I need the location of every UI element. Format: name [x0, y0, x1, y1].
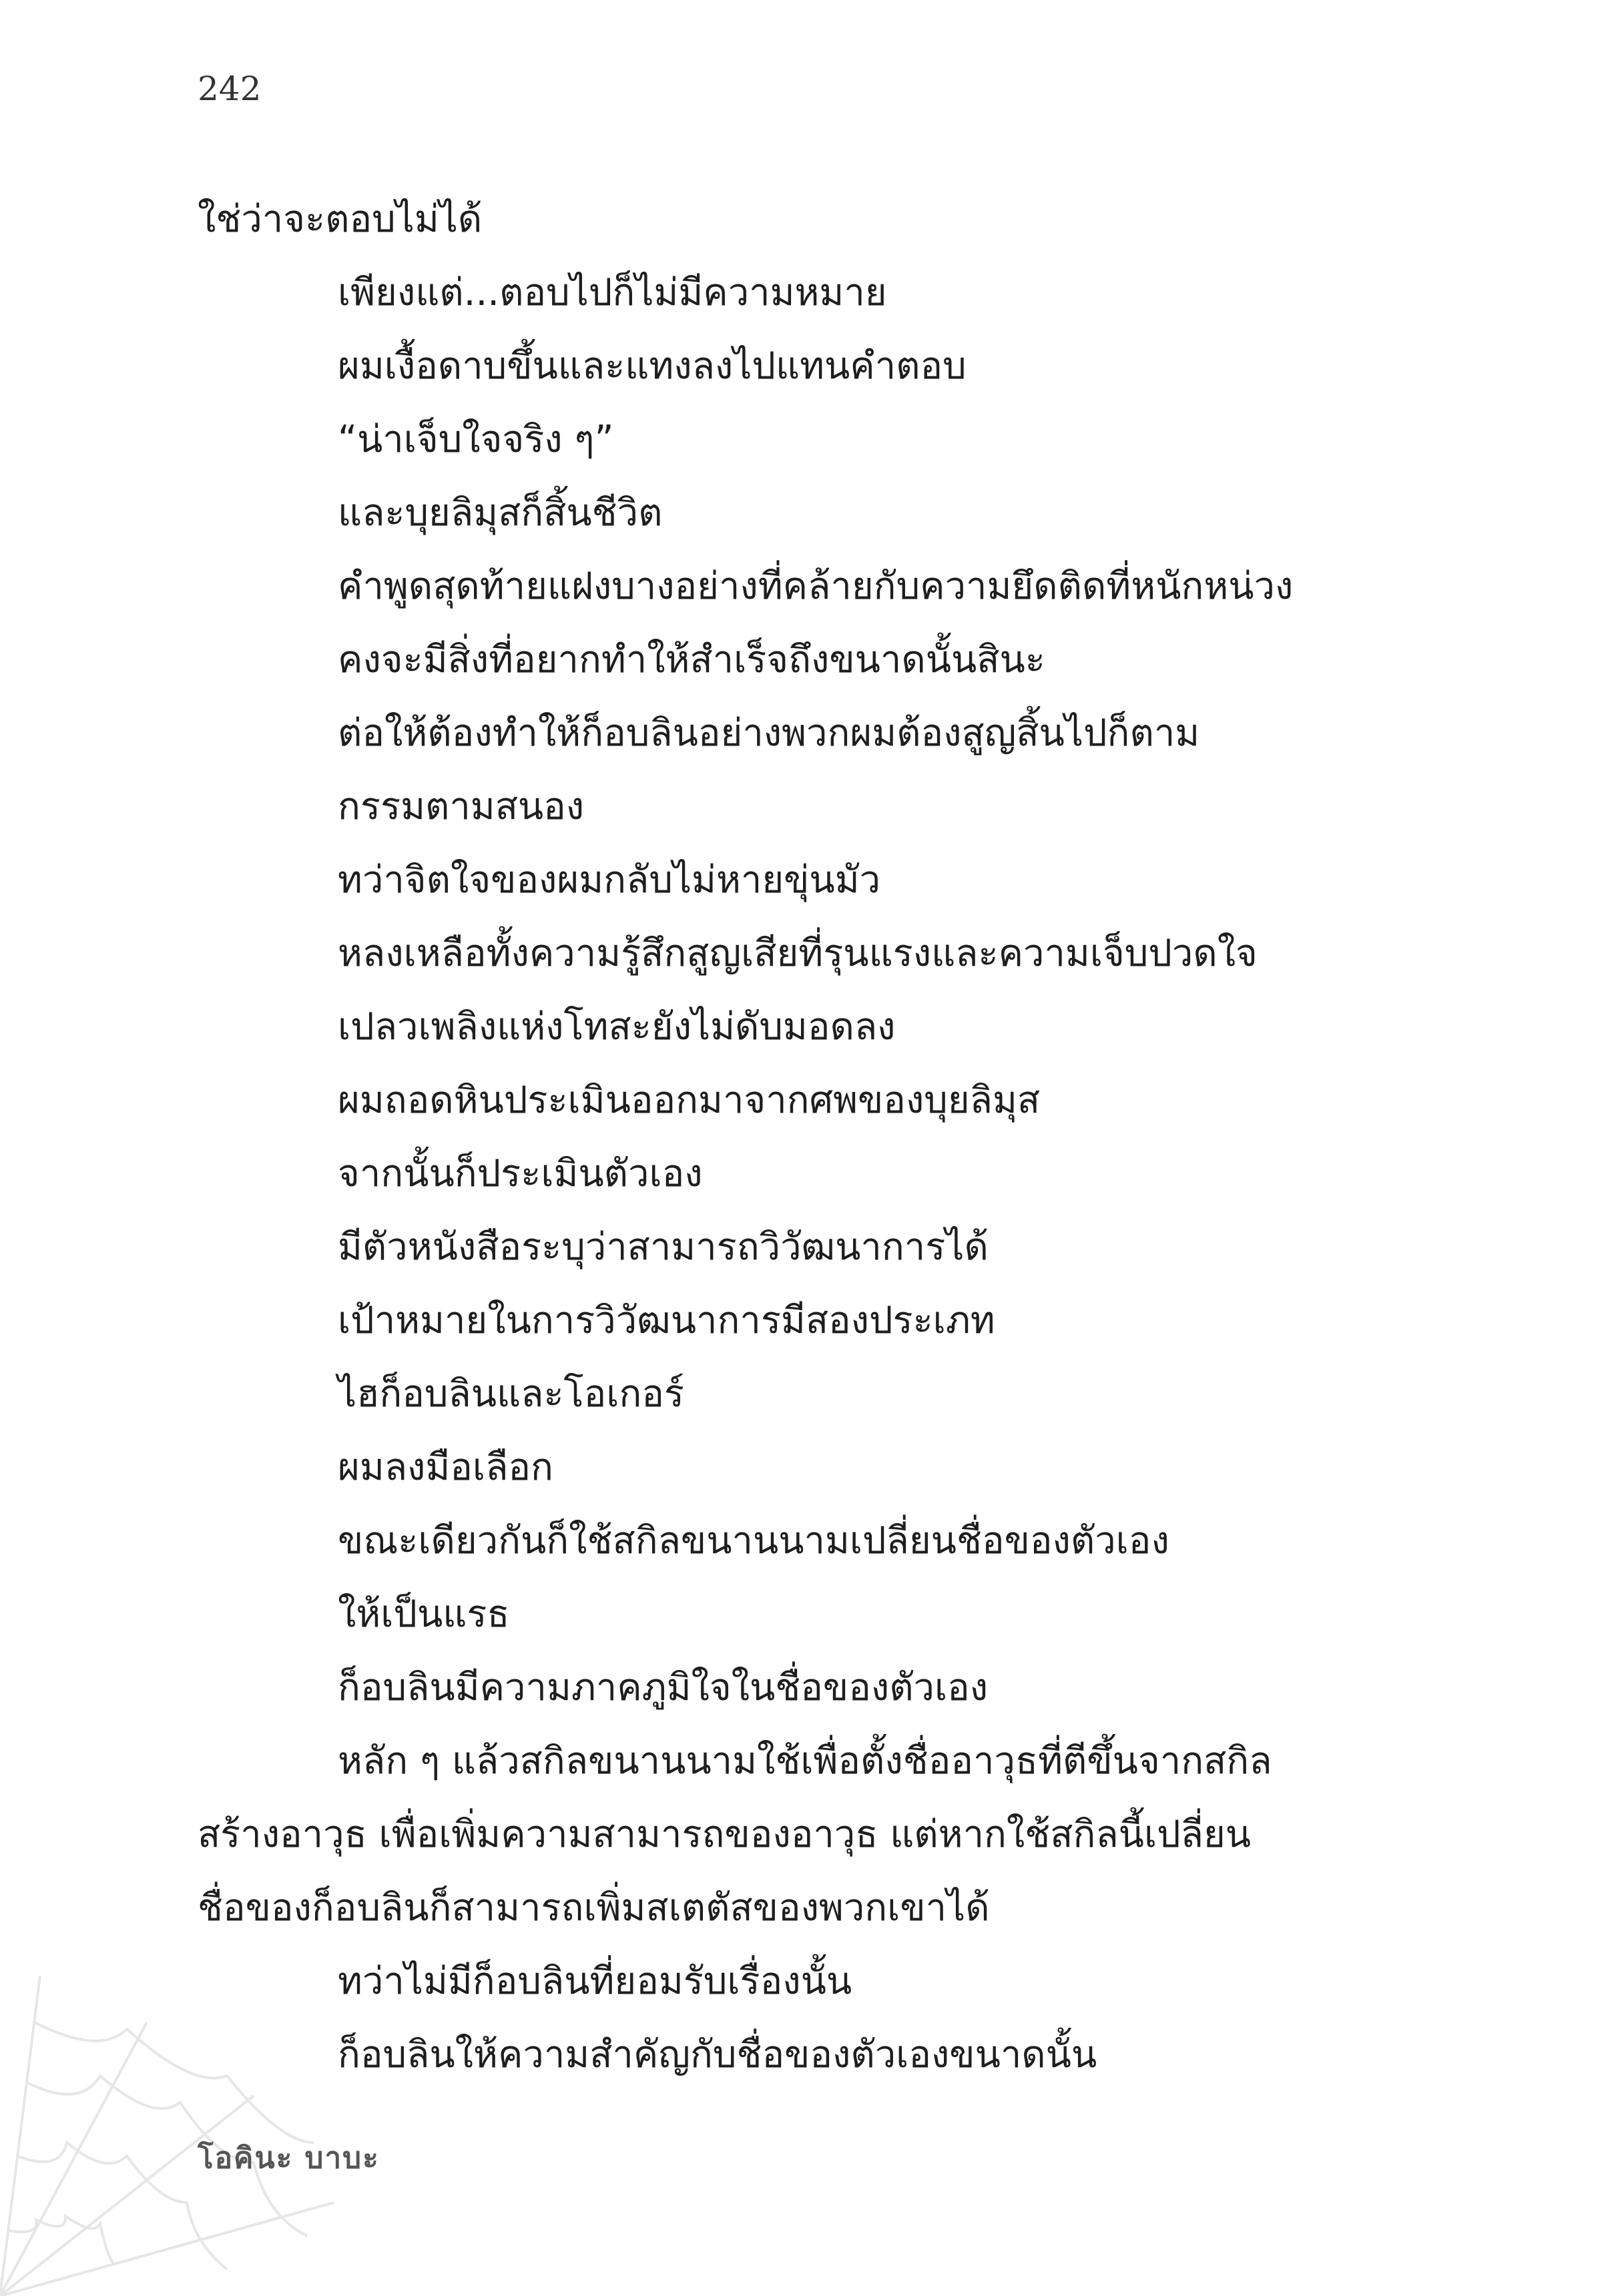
text-line: คงจะมีสิ่งที่อยากทำให้สำเร็จถึงขนาดนั้นสินะ — [338, 638, 1045, 681]
text-line: หลงเหลือทั้งความรู้สึกสูญเสียที่รุนแรงและความเจ็บปวดใจ — [338, 932, 1258, 975]
page-number: 242 — [198, 69, 262, 108]
text-line: ก็อบลินให้ความสำคัญกับชื่อของตัวเองขนาดนั้น — [338, 2033, 1097, 2076]
text-line: ทว่าไม่มีก็อบลินที่ยอมรับเรื่องนั้น — [338, 1960, 852, 2003]
body-text — [198, 183, 1412, 2092]
text-line: ให้เป็นแรธ — [338, 1593, 510, 1636]
text-line: เปลวเพลิงแห่งโทสะยังไม่ดับมอดลง — [338, 1005, 896, 1049]
author-name: โอคินะ บาบะ — [198, 2141, 380, 2175]
text-line: ผมเงื้อดาบขึ้นและแทงลงไปแทนคำตอบ — [338, 344, 967, 388]
text-line: ทว่าจิตใจของผมกลับไม่หายขุ่นมัว — [338, 858, 881, 902]
text-line: เป้าหมายในการวิวัฒนาการมีสองประเภท — [338, 1299, 995, 1342]
text-line: “น่าเจ็บใจจริง ๆ” — [338, 418, 614, 461]
text-line: ผมลงมือเลือก — [338, 1446, 553, 1489]
text-line: คำพูดสุดท้ายแฝงบางอย่างที่คล้ายกับความยึดติดที่หนักหน่วง — [338, 565, 1294, 608]
text-line: มีตัวหนังสือระบุว่าสามารถวิวัฒนาการได้ — [338, 1225, 989, 1269]
text-line: ไฮก็อบลินและโอเกอร์ — [338, 1372, 684, 1416]
text-line: ก็อบลินมีความภาคภูมิใจในชื่อของตัวเอง — [338, 1666, 989, 1709]
text-line: สร้างอาวุธ เพื่อเพิ่มความสามารถของอาวุธ แต่หากใช้สกิลนี้เปลี่ยน — [198, 1813, 1252, 1856]
text-line: กรรมตามสนอง — [338, 785, 585, 828]
text-line: และบุยลิมุสก็สิ้นชีวิต — [338, 491, 663, 535]
text-line: ผมถอดหินประเมินออกมาจากศพของบุยลิมุส — [338, 1079, 1041, 1122]
text-line: ชื่อของก็อบลินก็สามารถเพิ่มสเตตัสของพวกเขาได้ — [198, 1886, 990, 1930]
cobweb-icon — [0, 1922, 347, 2296]
text-line: ขณะเดียวกันก็ใช้สกิลขนานนามเปลี่ยนชื่อของตัวเอง — [338, 1519, 1169, 1562]
text-line: ต่อให้ต้องทำให้ก็อบลินอย่างพวกผมต้องสูญสิ้นไปก็ตาม — [338, 711, 1200, 755]
text-line: จากนั้นก็ประเมินตัวเอง — [338, 1152, 703, 1195]
text-line: ใช่ว่าจะตอบไม่ได้ — [198, 198, 483, 241]
text-line: หลัก ๆ แล้วสกิลขนานนามใช้เพื่อตั้งชื่ออาวุธที่ตีขึ้นจากสกิล — [338, 1739, 1272, 1783]
text-line: เพียงแต่...ตอบไปก็ไม่มีความหมาย — [338, 271, 887, 314]
